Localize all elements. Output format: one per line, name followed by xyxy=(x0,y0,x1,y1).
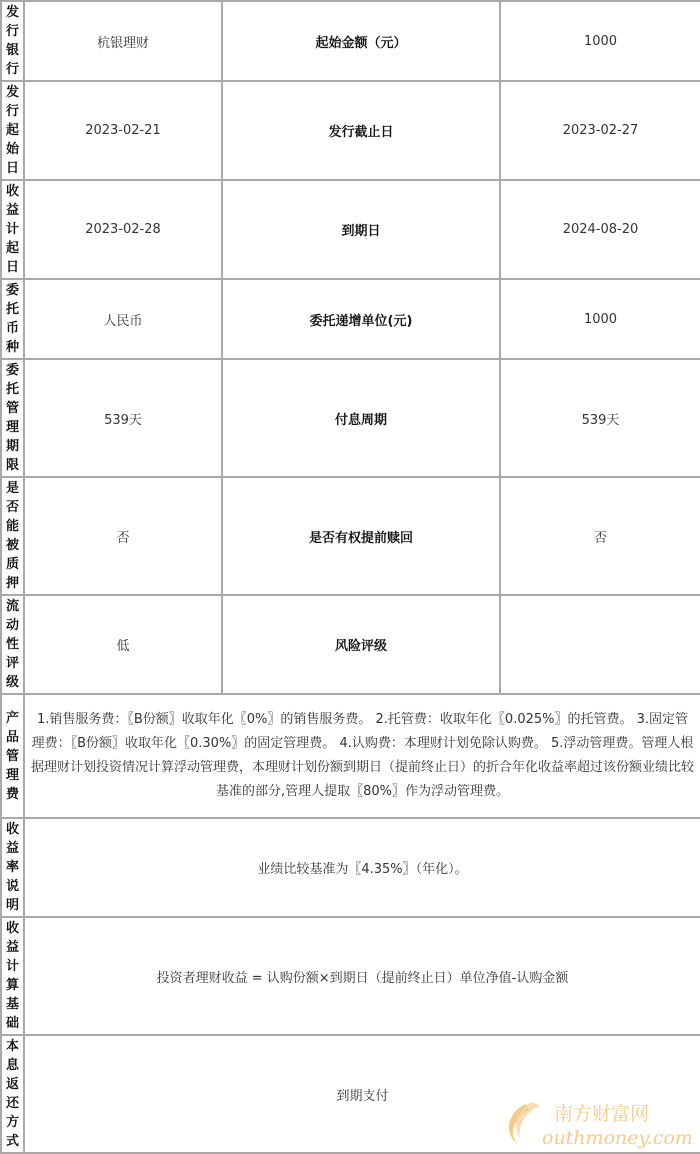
row-value: 2023-02-21 xyxy=(24,81,222,180)
calc-text: 投资者理财收益 = 认购份额×到期日（提前终止日）单位净值-认购金额 xyxy=(24,917,700,1035)
row-value: 2023-02-27 xyxy=(500,81,700,180)
row-label: 委托管理期限 xyxy=(1,359,24,477)
table-row xyxy=(1,694,700,818)
row-value: 人民币 xyxy=(24,279,222,359)
row-header: 风险评级 xyxy=(222,595,500,694)
table-row xyxy=(1,818,700,917)
row-label: 产品管理费 xyxy=(1,694,24,818)
table-row xyxy=(1,359,700,477)
table-row xyxy=(1,477,700,595)
table-row xyxy=(1,917,700,1035)
row-value: 539天 xyxy=(24,359,222,477)
row-value: 2023-02-28 xyxy=(24,180,222,279)
watermark-cn-text: 南方财富网 xyxy=(554,1103,650,1125)
row-header: 是否有权提前赎回 xyxy=(222,477,500,595)
row-header: 起始金额（元） xyxy=(222,1,500,81)
row-value xyxy=(500,595,700,694)
row-value: 1000 xyxy=(500,279,700,359)
row-value: 否 xyxy=(500,477,700,595)
row-header: 到期日 xyxy=(222,180,500,279)
row-value: 否 xyxy=(24,477,222,595)
row-label: 流动性评级 xyxy=(1,595,24,694)
yield-text: 业绩比较基准为〖4.35%〗（年化）。 xyxy=(24,818,700,917)
southmoney-watermark-logo xyxy=(496,1098,696,1150)
watermark-en-text: outhmoney.com xyxy=(542,1127,693,1149)
table-row xyxy=(1,595,700,694)
row-header: 发行截止日 xyxy=(222,81,500,180)
row-label: 发行银行 xyxy=(1,1,24,81)
fees-text: 1.销售服务费：〖B份额〗收取年化〖0%〗的销售服务费。 2.托管费：收取年化〖0.025%〗的托管费。 3.固定管理费：〖B份额〗收取年化〖0.30%〗的固定管理费。 4.认购费：本理财计划免除认购费。 5.浮动管理费。管理人根据理财计划投资情况计算浮动管理费，本理财计划份额到期日（提前终止日）的折合年化收益率超过该份额业绩比较基准的部分,管理人提取〖80%〗作为浮动管理费。 xyxy=(24,694,700,818)
row-value: 1000 xyxy=(500,1,700,81)
row-value: 杭银理财 xyxy=(24,1,222,81)
row-header: 委托递增单位(元) xyxy=(222,279,500,359)
swoosh-shape-inner xyxy=(516,1102,540,1138)
table-row xyxy=(1,81,700,180)
repay-text: 到期支付 xyxy=(24,1035,700,1153)
row-label: 收益率说明 xyxy=(1,818,24,917)
row-header: 付息周期 xyxy=(222,359,500,477)
row-label: 本息返还方式 xyxy=(1,1035,24,1153)
row-label: 收益计算基础 xyxy=(1,917,24,1035)
row-value: 2024-08-20 xyxy=(500,180,700,279)
row-label: 收益计起日 xyxy=(1,180,24,279)
row-label: 发行起始日 xyxy=(1,81,24,180)
row-label: 是否能被质押 xyxy=(1,477,24,595)
row-value: 低 xyxy=(24,595,222,694)
row-label: 委托币种 xyxy=(1,279,24,359)
row-value: 539天 xyxy=(500,359,700,477)
table-row xyxy=(1,180,700,279)
table-row xyxy=(1,279,700,359)
table-row xyxy=(1,1,700,81)
